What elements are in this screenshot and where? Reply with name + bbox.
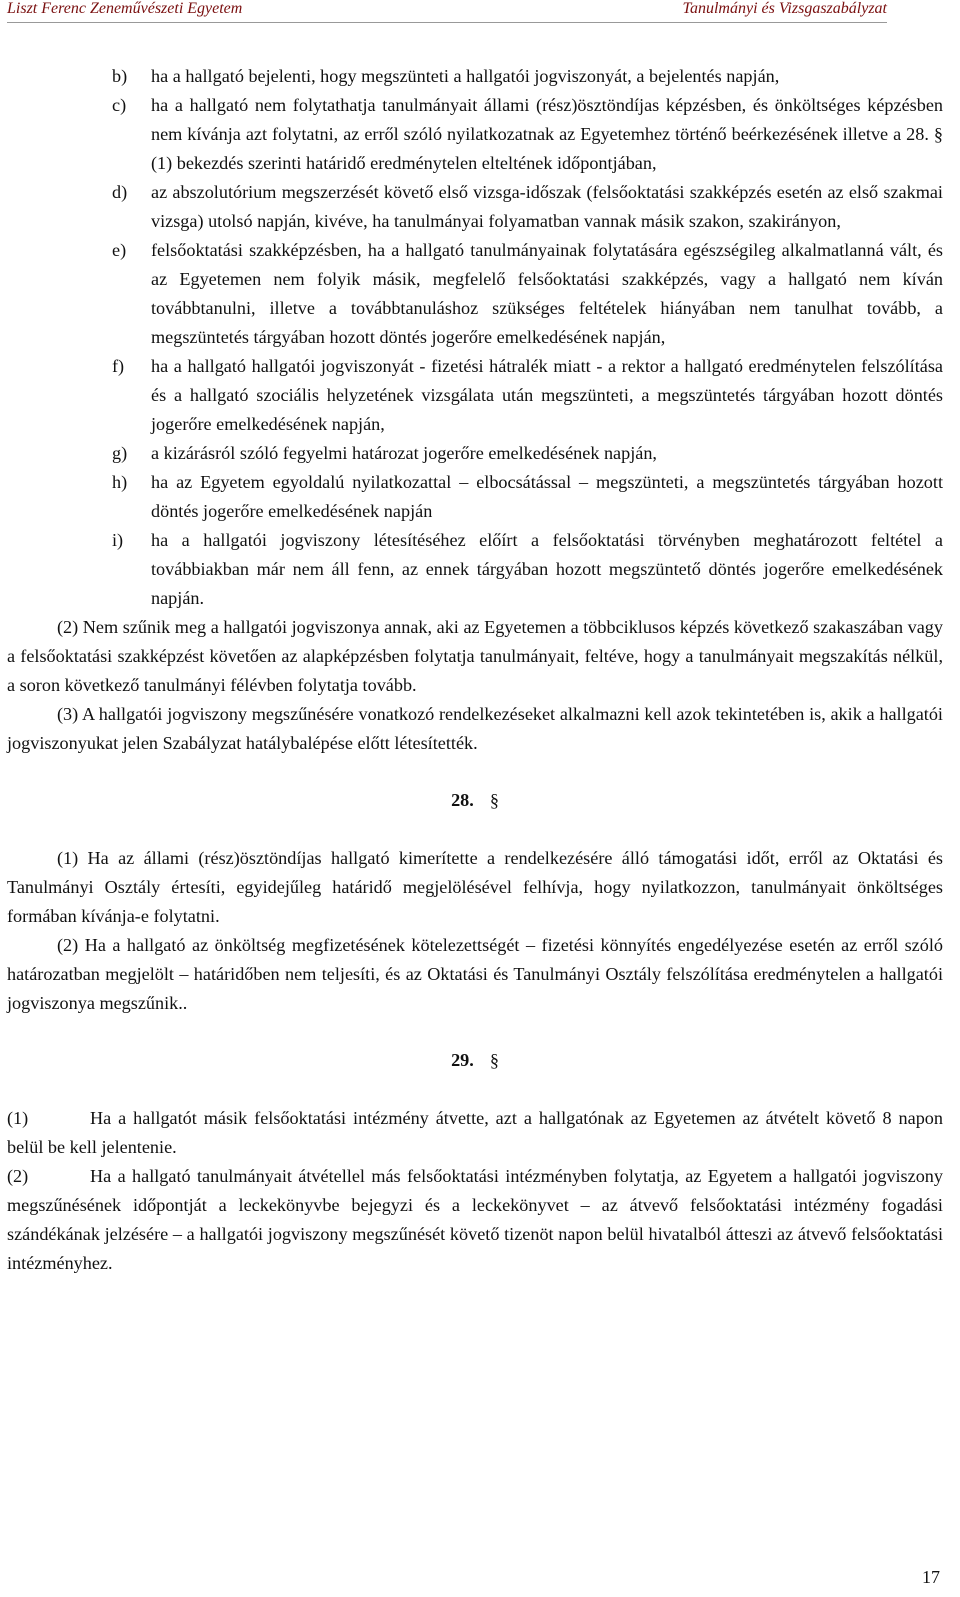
header-divider [7,22,887,23]
section-number: 28. [451,790,474,810]
paragraph-text: Ha a hallgatót másik felsőoktatási intézmény átvette, azt a hallgatónak az Egyetemen az átvételt követő 8 napon belül be kell jelentenie. [7,1108,943,1157]
list-item-marker: e) [112,240,127,260]
list-item-marker: f) [112,356,125,376]
list-item-text: ha a hallgatói jogviszony létesítéséhez előírt a felsőoktatási törvényben meghatározott feltétel a továbbiakban már nem áll fenn, az ennek tárgyában hozott megszüntető döntés jogerőre emelkedésének napján. [151,530,943,608]
list-item [7,236,943,352]
paragraph [7,1162,943,1278]
list-item-marker: d) [112,182,128,202]
list-item-text: ha a hallgató nem folytathatja tanulmányait állami (rész)ösztöndíjas képzésben, és önköltséges képzésben nem kívánja azt folytatni, az erről szóló nyilatkozatnak az Egyetemhez történő beérkezésének illetve a 28. § (1) bekezdés szerinti határidő eredménytelen elteltének időpontjában, [151,95,943,173]
paragraph: (3) A hallgatói jogviszony megszűnésére vonatkozó rendelkezéseket alkalmazni kell azok tekintetében is, akik a hallgatói jogviszonyukat jelen Szabályzat hatálybalépése előtt létesítették. [7,704,943,753]
list-item [7,352,943,439]
list-item-text: ha a hallgató hallgatói jogviszonyát - fizetési hátralék miatt - a rektor a hallgató eredménytelen felszólítása és a hallgató szociális helyzetének vizsgálata után megszünteti, a megszüntetés tárgyában hozott döntés jogerőre emelkedésének napján, [151,356,943,434]
list-items [7,62,943,613]
list-item-text: ha a hallgató bejelenti, hogy megszünteti a hallgatói jogviszonyát, a bejelentés napján, [151,66,780,86]
header-institution: Liszt Ferenc Zeneművészeti Egyetem [7,0,243,17]
list-item-text: az abszolutórium megszerzését követő első vizsga-időszak (felsőoktatási szakképzés esetén az első szakmai vizsga) utolsó napján, kivéve, ha tanulmányai folyamatban vannak másik szakon, szakirányon, [151,182,943,231]
paragraph: (2) Ha a hallgató az önköltség megfizetésének kötelezettségét – fizetési könnyítés engedélyezése esetén az erről szóló határozatban megjelölt – határidőben nem teljesíti, és az Oktatási és Tanulmányi Osztály felszólítása eredménytelen a hallgatói jogviszonya megszűnik.. [7,935,943,1013]
page-number: 17 [922,1567,940,1587]
list-item-marker: c) [112,95,127,115]
list-item-text: ha az Egyetem egyoldalú nyilatkozattal – elbocsátással – megszünteti, a megszüntetés tárgyában hozott döntés jogerőre emelkedésének napján [151,472,943,521]
section-symbol: § [489,790,499,810]
list-item-text: a kizárásról szóló fegyelmi határozat jogerőre emelkedésének napján, [151,443,657,463]
section-number: 29. [451,1050,474,1070]
list-item [7,468,943,526]
list-item-text: felsőoktatási szakképzésben, ha a hallgató tanulmányainak folytatására egészségileg alkalmatlanná vált, és az Egyetemen nem folyik másik, megfelelő felsőoktatási szakképzés, vagy a hallgató nem kíván továbbtanulni, illetve a továbbtanuláshoz szükséges feltételek hiányában nem tanulhat tovább, a megszüntetés tárgyában hozott döntés jogerőre emelkedésének napján, [151,240,943,347]
list-item-marker: g) [112,443,128,463]
section-heading [7,1046,943,1075]
paragraph: (1) Ha az állami (rész)ösztöndíjas hallgató kimerítette a rendelkezésére álló támogatási időt, erről az Oktatási és Tanulmányi Osztály értesíti, egyidejűleg határidő megjelölésével felhívja, hogy nyilatkozzon, tanulmányait önköltséges formában kívánja-e folytatni. [7,848,943,926]
paragraph [7,1104,943,1162]
paragraph-text: Ha a hallgató tanulmányait átvétellel más felsőoktatási intézményben folytatja, az Egyetem a hallgatói jogviszony megszűnésének időpontját a leckekönyvbe bejegyzi és a leckekönyvet – az átvevő felsőoktatási intézmény fogadási szándékának jelzésére – a hallgatói jogviszony megszűnését követő tizenöt napon belül hivatalból átteszi az átvevő felsőoktatási intézményhez. [7,1166,943,1273]
list-item [7,91,943,178]
paragraph-number: (2) [7,1166,29,1186]
list-item [7,178,943,236]
paragraph: (2) Nem szűnik meg a hallgatói jogviszonya annak, aki az Egyetemen a többciklusos képzés következő szakaszában vagy a felsőoktatási szakképzést követően az alapképzésben folytatja tanulmányait, feltéve, hogy a tanulmányait megszakítás nélkül, a soron következő tanulmányi félévben folytatja tovább. [7,617,943,695]
header-document-title: Tanulmányi és Vizsgaszabályzat [682,0,887,17]
list-item-marker: b) [112,66,128,86]
list-item [7,439,943,468]
list-item [7,526,943,613]
list-item [7,62,943,91]
page-header [0,0,960,22]
section-heading [7,786,943,815]
paragraph-number: (1) [7,1108,29,1128]
list-item-marker: h) [112,472,128,492]
document-body [7,62,943,1278]
section-symbol: § [489,1050,499,1070]
list-item-marker: i) [112,530,124,550]
